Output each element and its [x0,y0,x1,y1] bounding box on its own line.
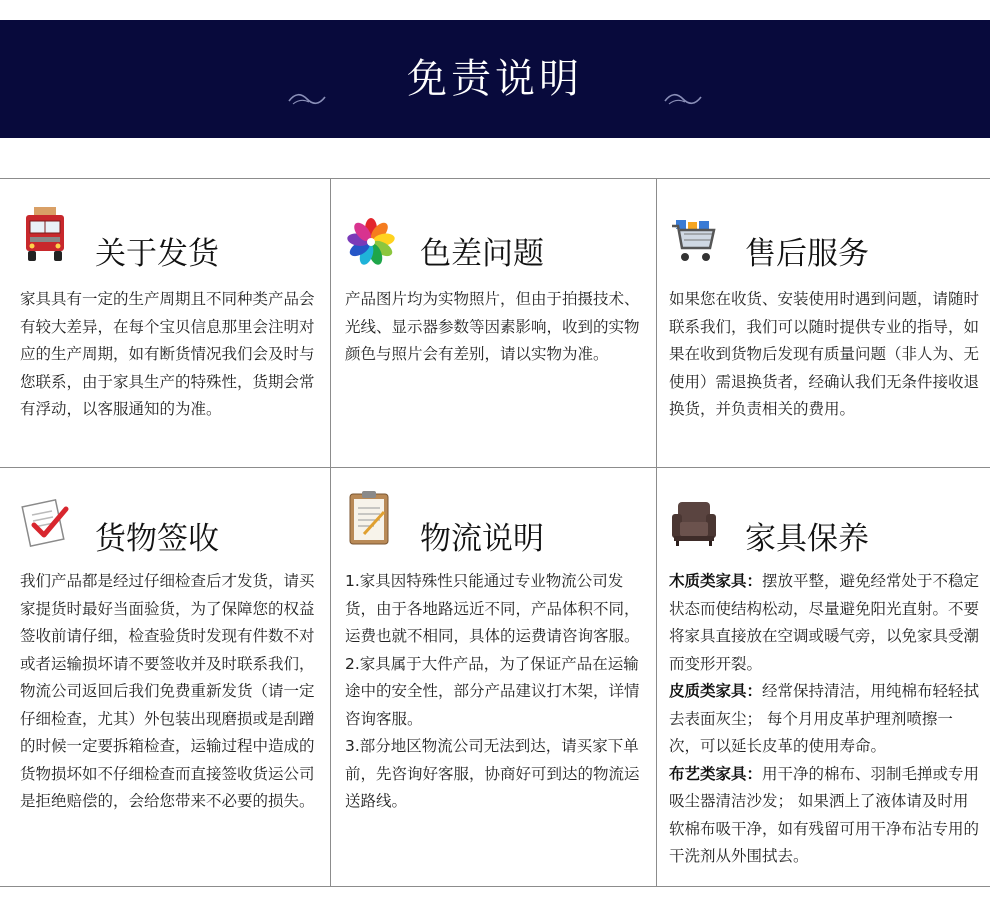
care-text: 经常保持清洁，用纯棉布轻轻拭去表面灰尘； 每个月用皮革护理剂喷擦一次，可以延长皮革的使用寿命。 [669,682,980,755]
section-paragraph: 2.家具属于大件产品，为了保证产品在运输途中的安全性，部分产品建议打木架，详情咨询客服。 [345,654,640,728]
color-wheel-icon [346,218,396,266]
grid-line-col-1 [330,178,331,887]
care-label: 皮质类家具： [669,682,763,700]
care-item-leather [669,678,981,761]
section-body [669,286,979,424]
section-body [345,568,650,816]
grid-line-top [0,178,990,179]
clipboard-icon [348,490,390,546]
grid-line-bottom [0,886,990,887]
page-title: 免责说明 [407,56,583,102]
section-title: 关于发货 [95,236,219,272]
section-paragraph: 如果您在收货、安装使用时遇到问题，请随时联系我们，我们可以随时提供专业的指导，如果在收到货物后发现有质量问题（非人为、无使用）需退换货者，经确认我们无条件接收退换货，并负责相关的费用。 [669,290,980,418]
care-text: 摆放平整，避免经常处于不稳定状态而使结构松动，尽量避免阳光直射。不要将家具直接放在空调或暖气旁，以免家具受潮而变形开裂。 [669,572,980,673]
section-body [20,286,325,424]
care-item-fabric [669,761,981,871]
section-paragraph: 产品图片均为实物照片，但由于拍摄技术、光线、显示器参数等因素影响，收到的实物颜色与照片会有差别，请以实物为准。 [345,290,640,363]
section-title: 家具保养 [745,521,869,557]
section-paragraph: 1.家具因特殊性只能通过专业物流公司发货，由于各地路远近不同，产品体积不同，运费也就不相同，具体的运费请咨询客服。 [345,572,640,645]
care-label: 木质类家具： [669,572,763,590]
section-paragraph: 3.部分地区物流公司无法到达，请买家下单前，先咨询好客服，协商好可到达的物流运送路线。 [345,737,640,810]
section-title: 物流说明 [420,521,544,557]
section-paragraph: 家具具有一定的生产周期且不同种类产品会有较大差异，在每个宝贝信息那里会注明对应的生产周期，如有断货情况我们会及时与您联系，由于家具生产的特殊性，货期会常有浮动，以客服通知的为准。 [20,290,315,418]
care-label: 布艺类家具： [669,764,763,783]
section-title: 售后服务 [745,236,869,272]
section-body [20,568,325,816]
grid-line-col-2 [656,178,657,887]
section-title: 色差问题 [420,236,544,272]
section-title: 货物签收 [95,521,219,557]
armchair-icon [670,500,718,546]
shopping-cart-icon [670,220,718,264]
grid-line-middle [0,467,990,468]
swirl-ornament-right [663,91,703,107]
section-body [669,568,981,871]
truck-icon [20,205,70,263]
header-banner [0,20,990,138]
checklist-icon [20,497,70,549]
care-item-wood [669,568,981,678]
care-text: 用干净的棉布、羽制毛掸或专用吸尘器清洁沙发； 如果洒上了液体请及时用软棉布吸干净，如有残留可用干净布沾专用的干洗剂从外围拭去。 [669,764,980,865]
section-paragraph: 我们产品都是经过仔细检查后才发货，请买家提货时最好当面验货，为了保障您的权益签收前请仔细，检查验货时发现有件数不对或者运输损坏请不要签收并及时联系我们，物流公司返回后我们免费重新发货（请一定仔细检查，尤其）外包装出现磨损或是刮蹭的时候一定要拆箱检查，运输过程中造成的货物损坏如不仔细检查而直接签收货运公司是拒绝赔偿的，会给您带来不必要的损失。 [20,572,315,810]
section-body [345,286,650,369]
